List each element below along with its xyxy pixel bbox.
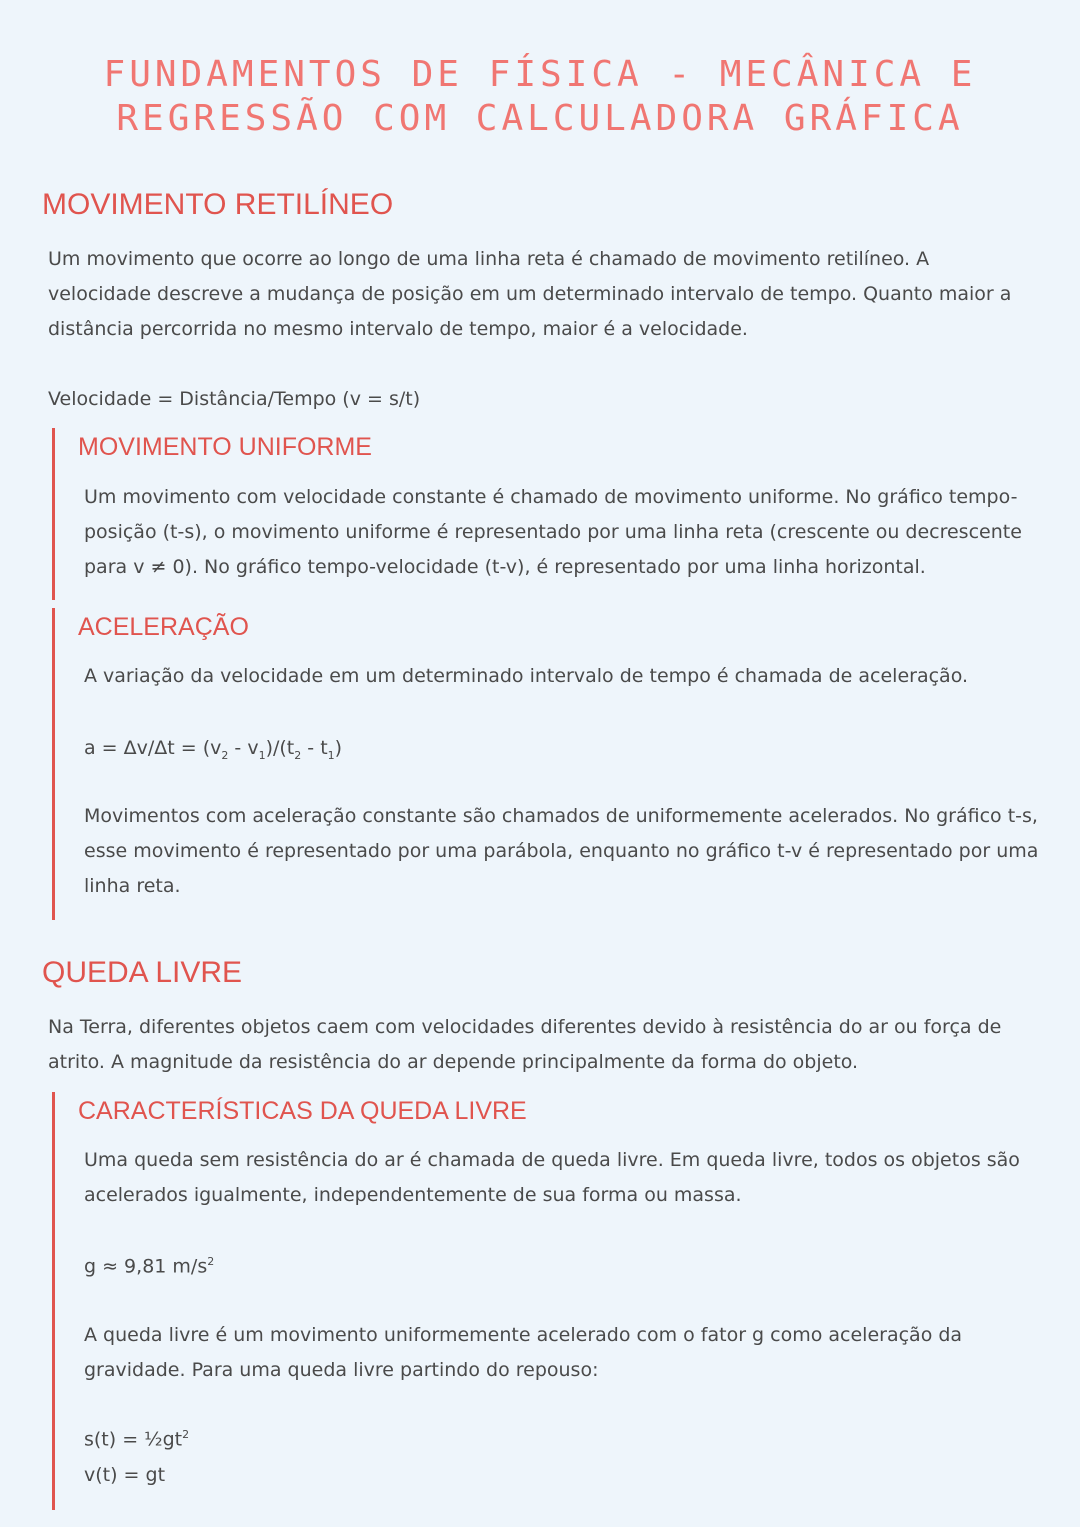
- section-accent-bar-caracteristicas: [52, 1092, 55, 1510]
- paragraph-movimento-uniforme: Um movimento com velocidade constante é chamado de movimento uniforme. No gráfico tempo-posição (t-s), o movimento uniforme é representado por uma linha reta (crescente ou decrescente para v ≠ 0). No gráfico tempo-velocidade (t-v), é representado por uma linha horizontal.: [84, 486, 1022, 578]
- heading-movimento-retilineo: MOVIMENTO RETILÍNEO: [42, 188, 394, 221]
- formula-velocidade: Velocidade = Distância/Tempo (v = s/t): [48, 388, 421, 410]
- paragraph-aceleracao-definicao: A variação da velocidade em um determinado intervalo de tempo é chamada de aceleração.: [84, 665, 969, 687]
- heading-caracteristicas-queda-livre: CARACTERÍSTICAS DA QUEDA LIVRE: [78, 1097, 527, 1125]
- formula-gravidade: g ≈ 9,81 $m/s^2$: [84, 1255, 215, 1278]
- page-title-line1: FUNDAMENTOS DE FÍSICA - MECÂNICA E: [103, 54, 977, 95]
- formula-aceleracao: $a = \Delta v/\Delta t = (v_2 - v_1)/(t_2 - t_1)$: [84, 737, 343, 762]
- paragraph-aceleracao-uniforme: Movimentos com aceleração constante são chamados de uniformemente acelerados. No gráfico t-s, esse movimento é representado por uma parábola, enquanto no gráfico t-v é representado por uma linha reta.: [84, 805, 1039, 897]
- heading-movimento-uniforme: MOVIMENTO UNIFORME: [78, 433, 372, 461]
- formula-posicao: $s(t) = \frac{1}{2}gt^2$: [84, 1428, 190, 1451]
- paragraph-queda-livre-movimento: A queda livre é um movimento uniformemente acelerado com o fator g como aceleração da gravidade. Para uma queda livre partindo do repouso:: [84, 1324, 963, 1381]
- page-title-line2: REGRESSÃO COM CALCULADORA GRÁFICA: [116, 98, 964, 139]
- heading-aceleracao: ACELERAÇÃO: [78, 613, 249, 641]
- formula-velocidade-queda: v(t) = gt: [84, 1464, 166, 1486]
- section-accent-bar-aceleracao: [52, 608, 55, 920]
- heading-queda-livre: QUEDA LIVRE: [42, 956, 243, 989]
- paragraph-queda-livre-definicao: Uma queda sem resistência do ar é chamada de queda livre. Em queda livre, todos os objetos são acelerados igualmente, independentemente de sua forma ou massa.: [84, 1149, 1020, 1206]
- paragraph-movimento-retilineo: Um movimento que ocorre ao longo de uma linha reta é chamado de movimento retilíneo. A velocidade descreve a mudança de posição em um determinado intervalo de tempo. Quanto maior a distância percorrida no mesmo intervalo de tempo, maior é a velocidade.: [48, 248, 1012, 340]
- paragraph-queda-livre: Na Terra, diferentes objetos caem com velocidades diferentes devido à resistência do ar ou força de atrito. A magnitude da resistência do ar depende principalmente da forma do objeto.: [48, 1016, 1002, 1073]
- section-accent-bar-uniforme: [52, 428, 55, 600]
